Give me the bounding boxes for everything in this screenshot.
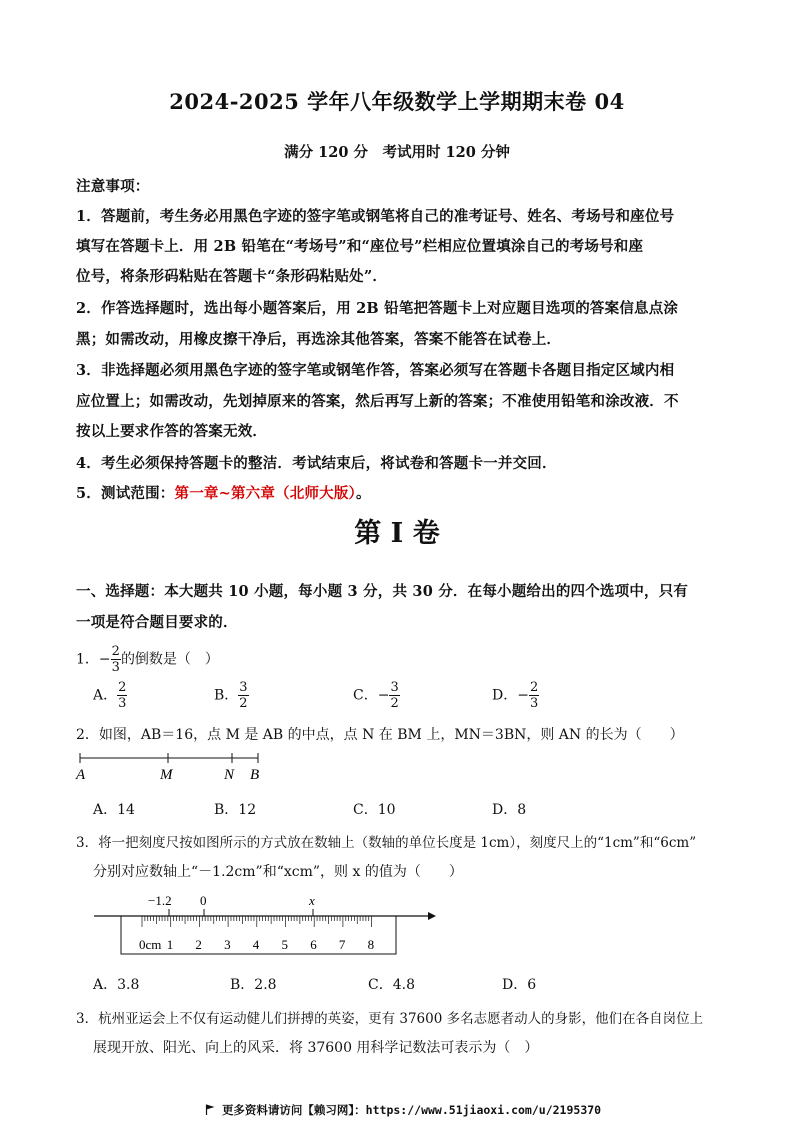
note-line: 位号，将条形码粘贴在答题卡“条形码粘贴处”． [76,268,388,285]
segment-diagram [74,748,274,784]
option-letter: D． [492,802,518,818]
fraction [238,680,248,711]
fraction-denominator: 2 [390,696,399,711]
question-number: 1． [76,651,99,668]
fraction-numerator: 3 [239,680,248,695]
ruler-label: 7 [338,937,346,952]
option-letter: B． [230,977,255,993]
note-line: 按以上要求作答的答案无效． [76,423,268,440]
option-d[interactable] [492,680,539,711]
fraction-numerator: 3 [390,680,399,695]
footer-text: 更多资料请访问【赖习网】：https://www.51jiaoxi.com/u/2195370 [221,1103,602,1117]
ruler-diagram [90,888,440,960]
option-letter: B． [214,802,239,818]
axis-label-zero: 0 [200,893,207,908]
axis-label-x: x [309,893,315,908]
option-value: 6 [527,977,537,993]
ruler-label: 8 [367,937,375,952]
option-d[interactable] [502,974,536,994]
ruler-label: 6 [310,937,317,952]
option-a[interactable] [93,680,127,711]
option-value: 8 [517,802,527,818]
option-a[interactable] [93,799,135,819]
question-3: 3．将一把刻度尺按如图所示的方式放在数轴上（数轴的单位长度是 1cm），刻度尺上的“1cm”和“6cm” [76,835,697,851]
option-letter: B． [214,687,239,704]
option-letter: C． [368,977,393,993]
page-title: 2024-2025 学年八年级数学上学期期末卷 04 [169,89,625,114]
question-1 [76,644,219,675]
note-line: 2．作答选择题时，选出每小题答案后，用 2B 铅笔把答题卡上对应题目选项的答案信息点涂 [76,300,679,317]
exam-subtitle: 满分 120 分 考试用时 120 分钟 [284,144,510,161]
axis-label-neg12: −1.2 [148,893,172,908]
option-value: 10 [377,802,396,818]
label-a: A [76,767,86,783]
option-sign: − [377,687,390,704]
option-b[interactable] [214,799,256,819]
question-2: 2．如图，AB＝16，点 M 是 AB 的中点，点 N 在 BM 上，MN＝3BN，则 AN 的长为（ ） [76,727,684,743]
option-value: 14 [117,802,135,818]
question-4-cont: 展现开放、阳光、向上的风采．将 37600 用科学记数法可表示为（ ） [93,1040,539,1056]
option-d[interactable] [492,799,526,819]
fraction-denominator: 3 [529,696,539,711]
ruler-label: 0cm [139,937,162,952]
ruler-labels [139,937,374,952]
option-value: 3.8 [117,977,140,993]
minus-sign: − [98,651,111,668]
note-line: 4．考生必须保持答题卡的整洁．考试结束后，将试卷和答题卡一并交回． [76,455,557,472]
option-value: 12 [238,802,257,818]
option-value: 2.8 [254,977,277,993]
fraction [111,644,121,675]
note-line: 黑；如需改动，用橡皮擦干净后，再选涂其他答案，答案不能答在试卷上． [76,331,562,348]
test-scope-label: 5．测试范围： [76,485,175,502]
label-m: M [160,767,173,783]
option-b[interactable] [214,680,249,711]
ruler-label: 5 [281,937,288,952]
ruler-label: 3 [224,937,231,952]
test-scope-suffix: 。 [356,485,371,502]
test-scope-value: 第一章~第六章（北师大版） [174,485,356,502]
fraction [117,680,127,711]
option-letter: D． [502,977,528,993]
section-heading: 一、选择题：本大题共 10 小题，每小题 3 分，共 30 分．在每小题给出的四个选项中，只有 [76,583,689,600]
note-line: 应位置上；如需改动，先划掉原来的答案，然后再写上新的答案；不准使用铅笔和涂改液．不 [76,393,679,410]
option-letter: C． [353,687,378,704]
volume-title: 第 I 卷 [354,518,440,549]
option-letter: C． [353,802,378,818]
option-letter: A． [93,977,118,993]
axis-arrow-icon [428,912,436,920]
option-letter: A． [93,687,118,704]
fraction-denominator: 3 [111,660,120,675]
option-c[interactable] [353,799,396,819]
note-line: 1．答题前，考生务必用黑色字迹的签字笔或钢笔将自己的准考证号、姓名、考场号和座位号 [76,208,675,225]
fraction-denominator: 3 [118,696,127,711]
option-b[interactable] [230,974,277,994]
fraction-numerator: 2 [529,680,539,695]
fraction-denominator: 2 [239,696,248,711]
option-sign: − [517,687,529,704]
question-text: 的倒数是（ ） [120,651,219,668]
option-letter: D． [492,687,518,704]
option-value: 4.8 [392,977,415,993]
question-3-cont: 分别对应数轴上“－1.2cm”和“xcm”，则 x 的值为（ ） [93,864,463,880]
option-c[interactable] [353,680,400,711]
ruler-ticks [142,916,372,927]
fraction [529,680,539,711]
fraction-numerator: 2 [118,680,127,695]
note-line: 填写在答题卡上．用 2B 铅笔在“考场号”和“座位号”栏相应位置填涂自己的考场号和座 [76,238,644,255]
label-n: N [224,767,235,783]
ruler-label: 4 [252,937,260,952]
ruler-label: 1 [166,937,174,952]
test-scope [76,482,371,503]
notes-heading: 注意事项： [76,178,150,195]
question-4: 3．杭州亚运会上不仅有运动健儿们拼搏的英姿，更有 37600 多名志愿者动人的身影，他们在各自岗位上 [76,1011,704,1027]
note-line: 3．非选择题必须用黑色字迹的签字笔或钢笔作答，答案必须写在答题卡各题目指定区域内相 [76,362,675,379]
flag-icon [205,1104,215,1115]
fraction-numerator: 2 [111,644,120,659]
fraction [389,680,399,711]
label-b: B [250,767,260,783]
footer-link[interactable] [205,1102,601,1118]
ruler-label: 2 [195,937,202,952]
option-a[interactable] [93,974,139,994]
option-c[interactable] [368,974,415,994]
option-letter: A． [93,802,118,818]
section-heading-cont: 一项是符合题目要求的． [76,614,238,631]
